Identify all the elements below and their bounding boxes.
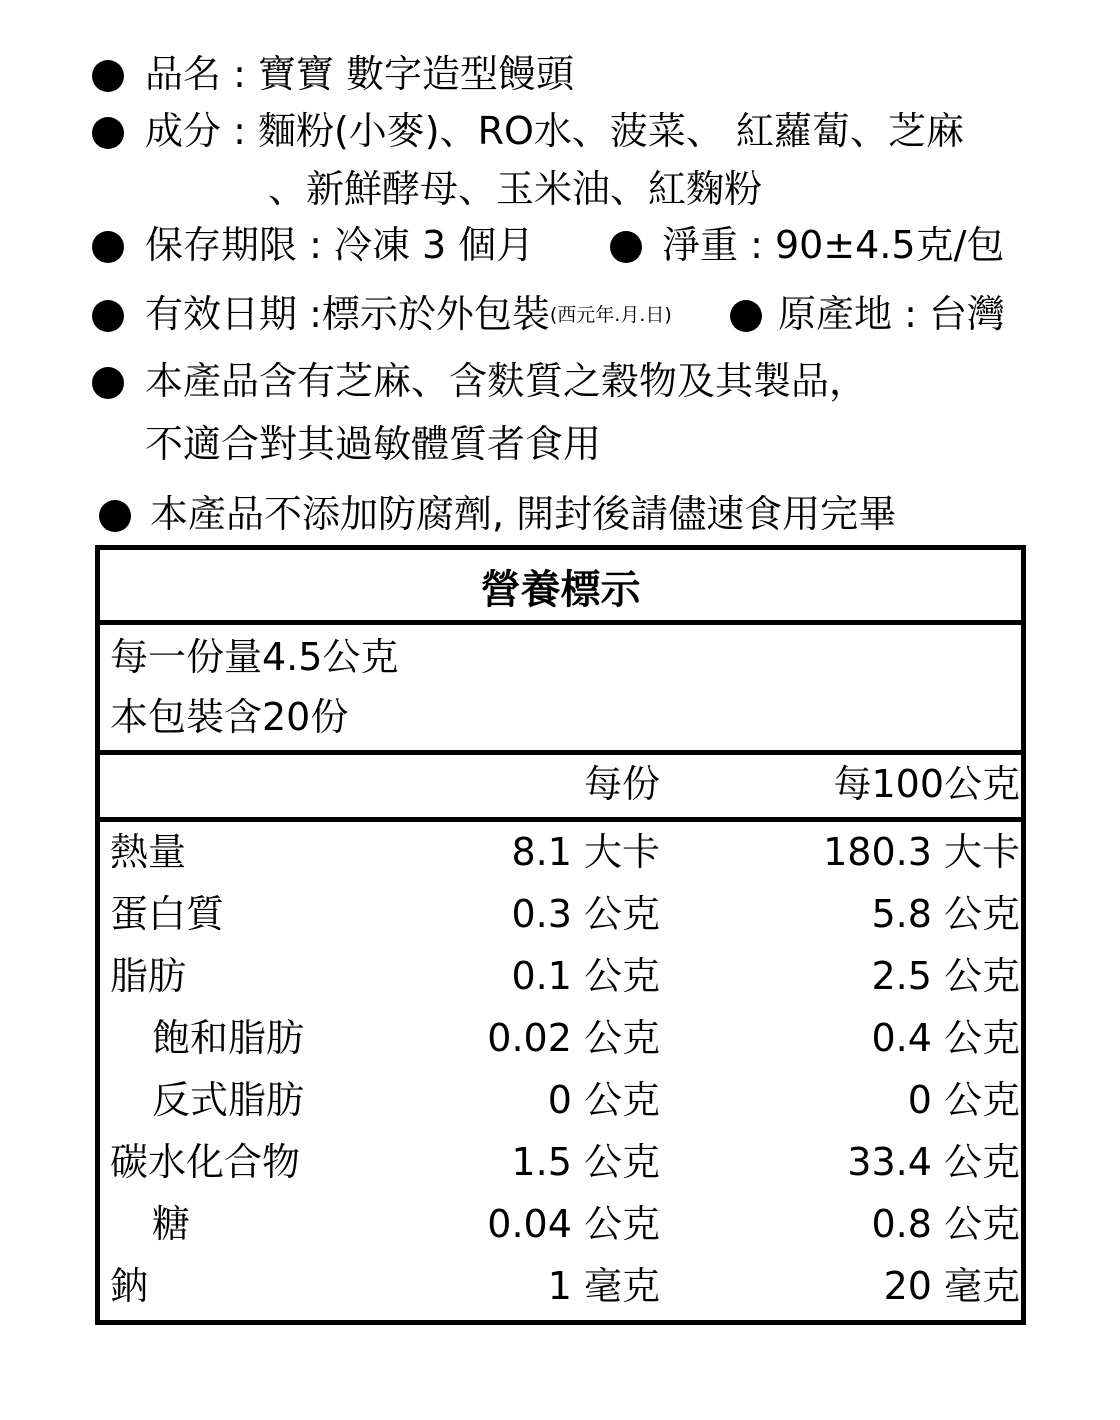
allergen-warning-continued: 不適合對其過敏體質者食用 — [145, 422, 602, 466]
preservative-note: 本產品不添加防腐劑, 開封後請儘速食用完畢 — [150, 492, 897, 536]
bullet-icon — [92, 60, 124, 92]
nutrient-per-serving: 1 毫克 — [547, 1264, 660, 1308]
nutrient-per-serving: 1.5 公克 — [511, 1140, 660, 1184]
allergen-warning: 本產品含有芝麻、含麩質之穀物及其製品， — [145, 359, 868, 403]
nutrient-per-100g: 20 毫克 — [883, 1264, 1020, 1308]
net-weight: 淨重 : 90±4.5克/包 — [662, 223, 1005, 267]
nutrition-table — [95, 545, 1026, 1325]
product-name: 品名 : 寶寶 數字造型饅頭 — [145, 52, 575, 96]
bullet-icon — [92, 231, 124, 263]
nutrient-name: 熱量 — [110, 830, 187, 874]
nutrient-per-serving: 0 公克 — [547, 1078, 660, 1122]
column-header-per-serving: 每份 — [583, 762, 660, 806]
nutrient-name: 反式脂肪 — [152, 1078, 305, 1122]
nutrient-per-100g: 0.4 公克 — [871, 1016, 1020, 1060]
bullet-icon — [99, 500, 131, 532]
nutrient-name: 碳水化合物 — [110, 1140, 301, 1184]
nutrient-per-serving: 0.1 公克 — [511, 954, 660, 998]
shelf-life: 保存期限 : 冷凍 3 個月 — [145, 223, 535, 267]
nutrient-name: 糖 — [152, 1202, 191, 1246]
divider — [100, 750, 1021, 755]
nutrient-per-serving: 8.1 大卡 — [511, 830, 660, 874]
divider — [100, 620, 1021, 625]
nutrient-name: 鈉 — [110, 1264, 149, 1308]
bullet-icon — [92, 300, 124, 332]
date-format-note: (西元年.月.日) — [549, 304, 672, 326]
expiry-date-label: 有效日期 :標示於外包裝 — [145, 292, 550, 336]
nutrient-per-serving: 0.02 公克 — [487, 1016, 660, 1060]
nutrient-per-100g: 0.8 公克 — [871, 1202, 1020, 1246]
expiry-date — [145, 292, 672, 336]
column-header-per-100g: 每100公克 — [833, 762, 1020, 806]
serving-size: 每一份量4.5公克 — [110, 635, 399, 679]
nutrient-per-100g: 0 公克 — [907, 1078, 1020, 1122]
nutrient-per-serving: 0.3 公克 — [511, 892, 660, 936]
nutrient-name: 蛋白質 — [110, 892, 225, 936]
nutrient-per-100g: 5.8 公克 — [871, 892, 1020, 936]
nutrient-per-100g: 33.4 公克 — [847, 1140, 1020, 1184]
nutrition-title: 營養標示 — [480, 567, 641, 613]
origin: 原產地 : 台灣 — [778, 292, 1005, 336]
servings-per-pack: 本包裝含20份 — [110, 695, 349, 739]
bullet-icon — [92, 117, 124, 149]
nutrient-per-100g: 180.3 大卡 — [823, 830, 1020, 874]
bullet-icon — [92, 367, 124, 399]
nutrient-per-serving: 0.04 公克 — [487, 1202, 660, 1246]
bullet-icon — [730, 300, 762, 332]
divider — [100, 817, 1021, 822]
nutrient-name: 脂肪 — [110, 954, 187, 998]
nutrient-name: 飽和脂肪 — [152, 1016, 305, 1060]
nutrient-per-100g: 2.5 公克 — [871, 954, 1020, 998]
bullet-icon — [610, 231, 642, 263]
ingredients: 成分 : 麵粉(小麥)、RO水、菠菜、 紅蘿蔔、芝麻 — [145, 109, 965, 153]
ingredients-continued: 、新鮮酵母、玉米油、紅麴粉 — [268, 167, 763, 211]
